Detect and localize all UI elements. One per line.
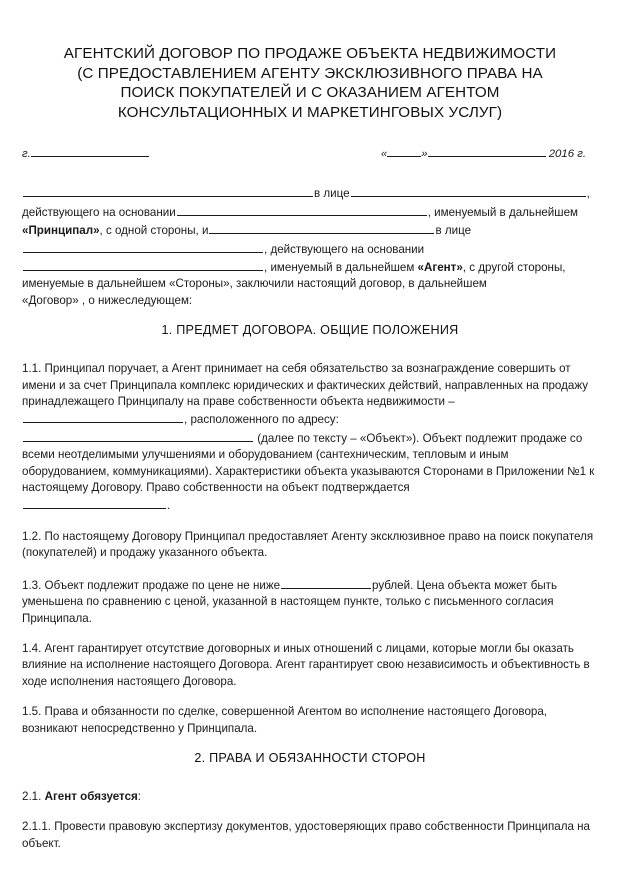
object-address-blank [23, 429, 253, 442]
principal-term: «Принципал» [22, 224, 100, 238]
date-quote-close: » [421, 148, 428, 161]
price-blank [281, 576, 371, 589]
clause-1-1-part1: 1.1. Принципал поручает, а Агент принимает на себя обязательство за вознаграждение совершить от имени и за счет Принципала комплекс юридических и фактических действий, направленных на продажу принадлежащего Принципалу на праве собственности объекта недвижимости – [22, 362, 589, 409]
ownership-document-blank [23, 496, 166, 509]
clause-1-1 [22, 361, 598, 515]
document-title: АГЕНТСКИЙ ДОГОВОР ПО ПРОДАЖЕ ОБЪЕКТА НЕДВИЖИМОСТИ (С ПРЕДОСТАВЛЕНИЕМ АГЕНТУ ЭКСКЛЮЗИВНОГО ПРАВА НА ПОИСК ПОКУПАТЕЛЕЙ И С ОКАЗАНИЕМ АГЕНТОМ КОНСУЛЬТАЦИОННЫХ И МАРКЕТИНГОВЫХ УСЛУГ) [63, 45, 557, 121]
clause-1-5: 1.5. Права и обязанности по сделке, совершенной Агентом во исполнение настоящего Договора, возникают непосредственно у Принципала. [22, 705, 548, 735]
clause-1-1-part2: , расположенного по адресу: [184, 413, 339, 427]
section-2-body [22, 789, 598, 852]
year-label: 2016 г. [548, 148, 586, 161]
clause-2-1-1: 2.1.1. Провести правовую экспертизу документов, удостоверяющих право собственности Принципала на объект. [22, 820, 590, 850]
preamble-paragraph [22, 184, 598, 309]
place-field [22, 145, 149, 160]
principal-basis-blank [177, 203, 427, 216]
preamble-line3-mid: , с одной стороны, и [99, 224, 209, 238]
agent-basis-blank [23, 258, 263, 271]
place-blank [31, 145, 149, 157]
date-quote-open: « [380, 148, 388, 161]
section-1-heading: 1. ПРЕДМЕТ ДОГОВОРА. ОБЩИЕ ПОЛОЖЕНИЯ [161, 323, 459, 338]
preamble-line5-end: , с другой стороны, [462, 261, 566, 274]
preamble-line4-text: , действующего на основании [264, 242, 425, 256]
date-field [381, 145, 598, 160]
day-blank [387, 145, 421, 157]
clause-2-1 [22, 789, 598, 805]
preamble-line2-start: действующего на основании [22, 205, 176, 219]
clause-1-4: 1.4. Агент гарантирует отсутствие договорных и иных отношений с лицами, которые могли бы оказать влияние на исполнение настоящего Договора. Агент гарантирует свою независимость и объективность в ходе исполнения настоящего Договора. [22, 641, 590, 688]
preamble-line7: «Договор» , о нижеследующем: [22, 293, 193, 307]
preamble-line6: именуемые в дальнейшем «Стороны», заключили настоящий договор, в дальнейшем [22, 277, 487, 291]
object-description-blank [23, 410, 183, 423]
spacer [22, 309, 598, 323]
clause-1-1-part4: . [167, 499, 171, 513]
place-label: г. [22, 148, 31, 161]
place-date-row [22, 145, 598, 160]
preamble-block [22, 184, 598, 309]
clause-1-3 [22, 576, 598, 627]
clause-1-1-part3: (далее по тексту – «Объект»). Объект подлежит продаже со всеми неотделимыми улучшениями и оборудованием (сантехническим, тепловым и иным оборудованием, коммуникациями). Характеристики объекта указываются Сторонами в Приложении №1 к настоящему Договору. Право собственности на объект подтверждается [22, 431, 595, 495]
clause-1-2: 1.2. По настоящему Договору Принципал предоставляет Агенту эксклюзивное право на поиск покупателя (покупателей) и продажу указанного объекта. [22, 529, 594, 560]
clause-1-3-part1: 1.3. Объект подлежит продаже по цене не ниже [22, 578, 281, 592]
preamble-line5-text: , именуемый в дальнейшем [264, 261, 415, 274]
principal-rep-blank [351, 184, 586, 197]
section-1-body [22, 361, 598, 737]
agent-term: «Агент» [417, 261, 463, 274]
month-blank [428, 145, 546, 157]
clause-2-1-bold: Агент обязуется [44, 789, 138, 803]
preamble-line3-end: в лице [435, 224, 472, 238]
preamble-line1-end: , [586, 187, 590, 201]
agent-name-blank [209, 221, 434, 234]
principal-name-blank [23, 184, 313, 197]
section-2-heading: 2. ПРАВА И ОБЯЗАННОСТИ СТОРОН [194, 750, 426, 765]
spacer [22, 737, 598, 751]
clause-2-1-prefix: 2.1. [22, 789, 42, 803]
clause-2-1-suffix: : [137, 789, 142, 803]
preamble-line1-after-blank: в лице [314, 187, 350, 201]
agent-rep-blank [23, 240, 263, 253]
clause-1-3-part2: рублей. Цена объекта может быть уменьшена по сравнению с ценой, указанной в настоящем пункте, только с письменного согласия Принципала. [22, 578, 558, 625]
preamble-line2-end: , именуемый в дальнейшем [427, 205, 579, 219]
